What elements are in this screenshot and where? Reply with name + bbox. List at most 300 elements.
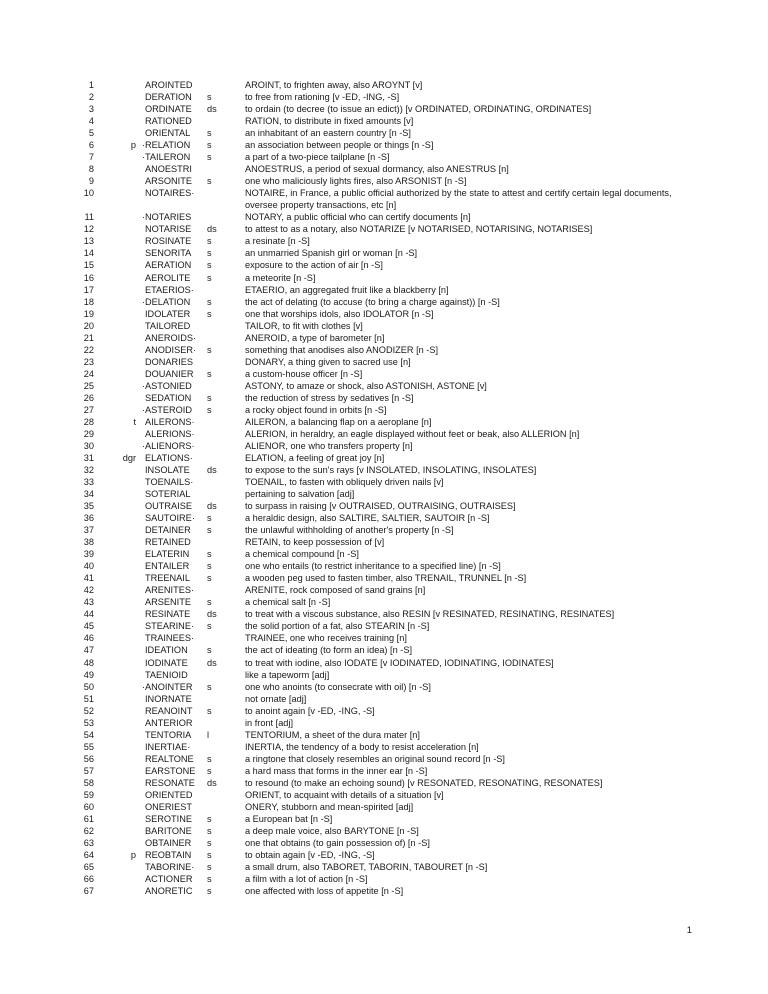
headword-text: TAENIOID (145, 669, 188, 680)
list-item (0, 464, 768, 476)
back-hooks: s (207, 862, 212, 873)
headword-text: BARITONE (145, 825, 192, 836)
headword (138, 259, 204, 271)
back-hooks: s (207, 681, 212, 692)
definition: exposure to the action of air [n -S] (245, 260, 383, 271)
headword-text: STEARINE (145, 621, 191, 632)
back-hooks: s (207, 368, 212, 379)
headword (138, 187, 204, 199)
list-item (0, 392, 768, 404)
page-number: 1 (686, 925, 692, 936)
headword-text: INSOLATE (145, 465, 190, 476)
row-number: 10 (83, 188, 94, 199)
definition: a part of a two-piece tailplane [n -S] (245, 152, 390, 163)
definition: a heraldic design, also SALTIRE, SALTIER, SAUTOIR [n -S] (245, 513, 490, 524)
back-hooks: ds (207, 777, 217, 788)
headword-text: ALERIONS (145, 428, 192, 439)
definition: the reduction of stress by sedatives [n -S] (245, 392, 414, 403)
headword-text: SAUTOIRE (145, 513, 192, 524)
headword (138, 428, 204, 440)
row-number: 2 (88, 92, 94, 103)
row-number: 51 (83, 693, 94, 704)
row-number: 45 (83, 621, 94, 632)
back-hook-dot: · (191, 513, 195, 524)
headword (138, 211, 204, 223)
headword-text: TAILERON (145, 152, 191, 163)
headword (138, 332, 204, 344)
definition: in front [adj] (245, 717, 294, 728)
definition: a deep male voice, also BARYTONE [n -S] (245, 825, 419, 836)
back-hook-dot: · (190, 585, 195, 596)
list-item (0, 885, 768, 897)
list-item (0, 584, 768, 596)
back-hook-dot: · (190, 284, 194, 295)
list-item (0, 79, 768, 91)
list-item (0, 729, 768, 741)
headword (138, 512, 204, 524)
definition: one who maliciously lights fires, also ARSONIST [n -S] (245, 176, 467, 187)
back-hooks: ds (207, 465, 217, 476)
headword-text: TENTORIA (145, 729, 192, 740)
row-number: 44 (83, 609, 94, 620)
back-hook-dot: · (190, 621, 195, 632)
back-hooks: s (207, 92, 212, 103)
headword-text: ELATIONS (145, 452, 190, 463)
headword-text: AILERONS (145, 416, 192, 427)
headword (138, 705, 204, 717)
back-hooks: s (207, 248, 212, 259)
headword-text: INORNATE (145, 693, 192, 704)
row-number: 14 (83, 248, 94, 259)
headword (138, 235, 204, 247)
headword-text: ASTEROID (145, 404, 192, 415)
back-hook-dot: · (189, 452, 193, 463)
headword-text: ORDINATE (145, 104, 192, 115)
headword-text: TOENAILS (145, 477, 191, 488)
front-hook-dot: · (141, 404, 145, 415)
list-item (0, 404, 768, 416)
definition: RETAIN, to keep possession of [v] (245, 537, 385, 548)
headword (138, 344, 204, 356)
headword (138, 440, 204, 452)
headword (138, 813, 204, 825)
back-hooks: s (207, 825, 212, 836)
row-number: 28 (83, 416, 94, 427)
back-hooks: s (207, 573, 212, 584)
row-number: 30 (83, 440, 94, 451)
back-hooks: s (207, 513, 212, 524)
definition: an unmarried Spanish girl or woman [n -S] (245, 248, 418, 259)
definition: to free from rationing [v -ED, -ING, -S] (245, 92, 400, 103)
headword (138, 488, 204, 500)
definition: the unlawful withholding of another's property [n -S] (245, 525, 454, 536)
headword-text: REALTONE (145, 753, 194, 764)
row-number: 21 (83, 332, 94, 343)
row-number: 63 (83, 837, 94, 848)
headword (138, 572, 204, 584)
row-number: 52 (83, 705, 94, 716)
row-number: 26 (83, 392, 94, 403)
headword-text: OUTRAISE (145, 501, 192, 512)
row-number: 55 (83, 741, 94, 752)
list-item (0, 705, 768, 717)
row-number: 1 (88, 80, 94, 90)
list-item (0, 765, 768, 777)
back-hooks: s (207, 308, 212, 319)
list-item (0, 259, 768, 271)
headword-text: ARSONITE (145, 176, 192, 187)
headword (138, 548, 204, 560)
definition: the solid portion of a fat, also STEARIN [n -S] (245, 621, 430, 632)
row-number: 11 (84, 212, 94, 223)
back-hooks: s (207, 850, 212, 861)
row-number: 66 (83, 874, 94, 885)
row-number: 48 (83, 657, 94, 668)
definition: TRAINEE, one who receives training [n] (245, 633, 407, 644)
row-number: 39 (83, 549, 94, 560)
definition: to anoint again [v -ED, -ING, -S] (245, 705, 375, 716)
headword (138, 79, 204, 91)
headword-text: DETAINER (145, 525, 191, 536)
headword-text: ROSINATE (145, 236, 192, 247)
headword (138, 175, 204, 187)
definition: ASTONY, to amaze or shock, also ASTONISH, ASTONE [v] (245, 380, 487, 391)
headword (138, 163, 204, 175)
row-number: 49 (83, 669, 94, 680)
headword-text: NOTARISE (145, 224, 192, 235)
list-item (0, 235, 768, 247)
headword-text: DOUANIER (145, 368, 194, 379)
row-number: 41 (83, 573, 94, 584)
definition: one who anoints (to consecrate with oil) [n -S] (245, 681, 431, 692)
headword (138, 127, 204, 139)
back-hook-dot: · (190, 477, 194, 488)
row-number: 27 (83, 404, 94, 415)
list-item (0, 211, 768, 223)
row-number: 56 (83, 753, 94, 764)
row-number: 8 (88, 164, 94, 175)
headword (138, 91, 204, 103)
back-hooks: s (207, 176, 212, 187)
definition: an association between people or things [n -S] (245, 140, 434, 151)
headword (138, 657, 204, 669)
list-item (0, 596, 768, 608)
front-hooks: p (130, 850, 136, 861)
definition: RATION, to distribute in fixed amounts [v] (245, 116, 414, 127)
back-hooks: s (207, 886, 212, 897)
list-item (0, 801, 768, 813)
list-item (0, 717, 768, 729)
back-hook-dot: · (191, 416, 195, 427)
back-hook-dot: · (191, 440, 195, 451)
row-number: 12 (83, 224, 94, 235)
headword (138, 608, 204, 620)
definition: ELATION, a feeling of great joy [n] (245, 452, 385, 463)
definition: the act of ideating (to form an idea) [n -S] (245, 645, 412, 656)
headword (138, 801, 204, 813)
headword-text: DELATION (145, 296, 191, 307)
definition: to treat with iodine, also IODATE [v IODINATED, IODINATING, IODINATES] (245, 657, 554, 668)
headword-text: TABORINE (145, 862, 192, 873)
row-number: 58 (83, 777, 94, 788)
row-number: 57 (83, 765, 94, 776)
definition: to ordain (to decree (to issue an edict)) [v ORDINATED, ORDINATING, ORDINATES] (245, 104, 592, 115)
headword-text: DERATION (145, 92, 192, 103)
list-item (0, 693, 768, 705)
definition: a hard mass that forms in the inner ear [n -S] (245, 765, 428, 776)
list-item (0, 873, 768, 885)
headword-text: SENORITA (145, 248, 192, 259)
definition: the act of delating (to accuse (to bring a charge against)) [n -S] (245, 296, 500, 307)
list-item (0, 223, 768, 235)
row-number: 7 (88, 152, 94, 163)
row-number: 38 (83, 537, 94, 548)
definition: DONARY, a thing given to sacred use [n] (245, 356, 411, 367)
headword-text: REOBTAIN (145, 850, 192, 861)
definition: ETAERIO, an aggregated fruit like a blackberry [n] (245, 284, 449, 295)
headword-text: TAILORED (145, 320, 191, 331)
row-number: 34 (83, 489, 94, 500)
definition: a meteorite [n -S] (245, 272, 316, 283)
definition: a custom-house officer [n -S] (245, 368, 363, 379)
row-number: 42 (83, 585, 94, 596)
list-item (0, 416, 768, 428)
front-hooks: p (130, 140, 136, 151)
headword (138, 139, 204, 151)
back-hooks: s (207, 404, 212, 415)
row-number: 53 (83, 717, 94, 728)
back-hooks: s (207, 561, 212, 572)
definition: NOTAIRE, in France, a public official authorized by the state to attest and certify certain legal documents, oversee property transactions, etc [n] (245, 188, 672, 211)
headword-text: NOTARIES (145, 212, 192, 223)
headword (138, 416, 204, 428)
headword (138, 753, 204, 765)
list-item (0, 247, 768, 259)
headword-text: EARSTONE (145, 765, 196, 776)
list-item (0, 151, 768, 163)
list-item (0, 620, 768, 632)
row-number: 15 (83, 260, 94, 271)
list-item (0, 681, 768, 693)
definition: an inhabitant of an eastern country [n -S] (245, 128, 411, 139)
list-item (0, 669, 768, 681)
list-item (0, 368, 768, 380)
list-item (0, 512, 768, 524)
front-hook-dot: · (141, 380, 145, 391)
back-hooks: s (207, 272, 212, 283)
headword-text: ANOINTER (145, 681, 193, 692)
row-number: 37 (83, 525, 94, 536)
front-hook-dot: · (141, 296, 145, 307)
definition: AILERON, a balancing flap on a aeroplane [n] (245, 416, 432, 427)
list-item (0, 536, 768, 548)
list-item (0, 163, 768, 175)
definition: to expose to the sun's rays [v INSOLATED, INSOLATING, INSOLATES] (245, 465, 537, 476)
headword (138, 247, 204, 259)
list-item (0, 825, 768, 837)
list-item (0, 356, 768, 368)
headword-text: TREENAIL (145, 573, 190, 584)
row-number: 36 (83, 513, 94, 524)
headword-text: ORIENTAL (145, 128, 191, 139)
list-item (0, 849, 768, 861)
headword-text: IDEATION (145, 645, 188, 656)
headword-text: ONERIEST (145, 801, 192, 812)
list-item (0, 813, 768, 825)
definition: ALIENOR, one who transfers property [n] (245, 440, 413, 451)
front-hook-dot: · (141, 140, 145, 151)
list-item (0, 103, 768, 115)
list-item (0, 476, 768, 488)
back-hooks: s (207, 597, 212, 608)
row-number: 23 (83, 356, 94, 367)
row-number: 50 (83, 681, 94, 692)
headword-text: ANOESTRI (145, 164, 192, 175)
headword-text: ETAERIOS (145, 284, 191, 295)
row-number: 54 (83, 729, 94, 740)
headword (138, 632, 204, 644)
definition: one that obtains (to gain possession of) [n -S] (245, 837, 430, 848)
list-item (0, 320, 768, 332)
row-number: 3 (88, 104, 94, 115)
list-item (0, 175, 768, 187)
definition: ALERION, in heraldry, an eagle displayed without feet or beak, also ALLERION [n] (245, 428, 580, 439)
row-number: 19 (83, 308, 94, 319)
headword (138, 681, 204, 693)
headword-text: AERATION (145, 260, 192, 271)
headword-text: ARENITES (145, 585, 191, 596)
list-item (0, 272, 768, 284)
list-item (0, 139, 768, 151)
headword-text: AROINTED (145, 80, 193, 90)
headword (138, 115, 204, 127)
headword-text: ORIENTED (145, 789, 193, 800)
list-item (0, 344, 768, 356)
headword-text: RATIONED (145, 116, 192, 127)
headword-text: RESONATE (145, 777, 195, 788)
definition: ANOESTRUS, a period of sexual dormancy, also ANESTRUS [n] (245, 164, 509, 175)
headword (138, 873, 204, 885)
list-item (0, 488, 768, 500)
definition: ANEROID, a type of barometer [n] (245, 332, 385, 343)
back-hooks: ds (207, 104, 217, 115)
list-item (0, 608, 768, 620)
headword (138, 777, 204, 789)
list-item (0, 644, 768, 656)
row-number: 4 (88, 116, 94, 127)
headword (138, 296, 204, 308)
back-hooks: s (207, 753, 212, 764)
headword (138, 356, 204, 368)
headword-text: IDOLATER (145, 308, 191, 319)
headword (138, 560, 204, 572)
headword-text: ANTERIOR (145, 717, 193, 728)
definition: to surpass in raising [v OUTRAISED, OUTRAISING, OUTRAISES] (245, 501, 516, 512)
row-number: 22 (83, 344, 94, 355)
headword (138, 103, 204, 115)
definition: ARENITE, rock composed of sand grains [n] (245, 585, 426, 596)
row-number: 20 (83, 320, 94, 331)
back-hooks: s (207, 236, 212, 247)
row-number: 29 (83, 428, 94, 439)
headword (138, 861, 204, 873)
row-number: 67 (83, 886, 94, 897)
back-hooks: ds (207, 609, 217, 620)
headword (138, 741, 204, 753)
list-item (0, 861, 768, 873)
back-hook-dot: · (191, 862, 195, 873)
definition: ORIENT, to acquaint with details of a situation [v] (245, 789, 444, 800)
headword-text: SEDATION (145, 392, 192, 403)
row-number: 65 (83, 862, 94, 873)
front-hooks: t (133, 416, 136, 427)
definition: a wooden peg used to fasten timber, also TRENAIL, TRUNNEL [n -S] (245, 573, 527, 584)
row-number: 33 (83, 477, 94, 488)
headword (138, 729, 204, 741)
list-item (0, 115, 768, 127)
headword-text: ANORETIC (145, 886, 193, 897)
back-hooks: s (207, 874, 212, 885)
headword (138, 464, 204, 476)
back-hooks: s (207, 705, 212, 716)
headword-text: TRAINEES (145, 633, 191, 644)
front-hooks: dgr (122, 452, 136, 463)
back-hooks: s (207, 621, 212, 632)
definition: to obtain again [v -ED, -ING, -S] (245, 850, 375, 861)
headword-text: DONARIES (145, 356, 193, 367)
headword (138, 644, 204, 656)
back-hooks: s (207, 152, 212, 163)
headword (138, 380, 204, 392)
back-hooks: s (207, 392, 212, 403)
definition: a rocky object found in orbits [n -S] (245, 404, 387, 415)
definition: one that worships idols, also IDOLATOR [n -S] (245, 308, 434, 319)
row-number: 60 (83, 801, 94, 812)
headword-text: RELATION (145, 140, 191, 151)
definition: to treat with a viscous substance, also RESIN [v RESINATED, RESINATING, RESINATES] (245, 609, 615, 620)
headword (138, 789, 204, 801)
headword-text: RETAINED (145, 537, 191, 548)
headword (138, 837, 204, 849)
word-list (0, 79, 768, 897)
headword-text: ANEROIDS (145, 332, 193, 343)
back-hooks: s (207, 645, 212, 656)
row-number: 32 (83, 465, 94, 476)
headword (138, 308, 204, 320)
definition: ONERY, stubborn and mean-spirited [adj] (245, 801, 414, 812)
list-item (0, 548, 768, 560)
row-number: 9 (88, 176, 94, 187)
row-number: 24 (83, 368, 94, 379)
row-number: 25 (83, 380, 94, 391)
definition: a chemical salt [n -S] (245, 597, 331, 608)
list-item (0, 187, 768, 211)
headword (138, 392, 204, 404)
front-hook-dot: · (141, 440, 145, 451)
list-item (0, 332, 768, 344)
list-item (0, 632, 768, 644)
list-item (0, 428, 768, 440)
row-number: 35 (83, 501, 94, 512)
back-hooks: s (207, 296, 212, 307)
headword-text: AEROLITE (145, 272, 191, 283)
definition: a small drum, also TABORET, TABORIN, TABOURET [n -S] (245, 862, 488, 873)
back-hooks: l (207, 729, 210, 740)
headword-text: ARSENITE (145, 597, 191, 608)
back-hook-dot: · (191, 428, 195, 439)
definition: TOENAIL, to fasten with obliquely driven nails [v] (245, 477, 444, 488)
row-number: 6 (88, 140, 94, 151)
